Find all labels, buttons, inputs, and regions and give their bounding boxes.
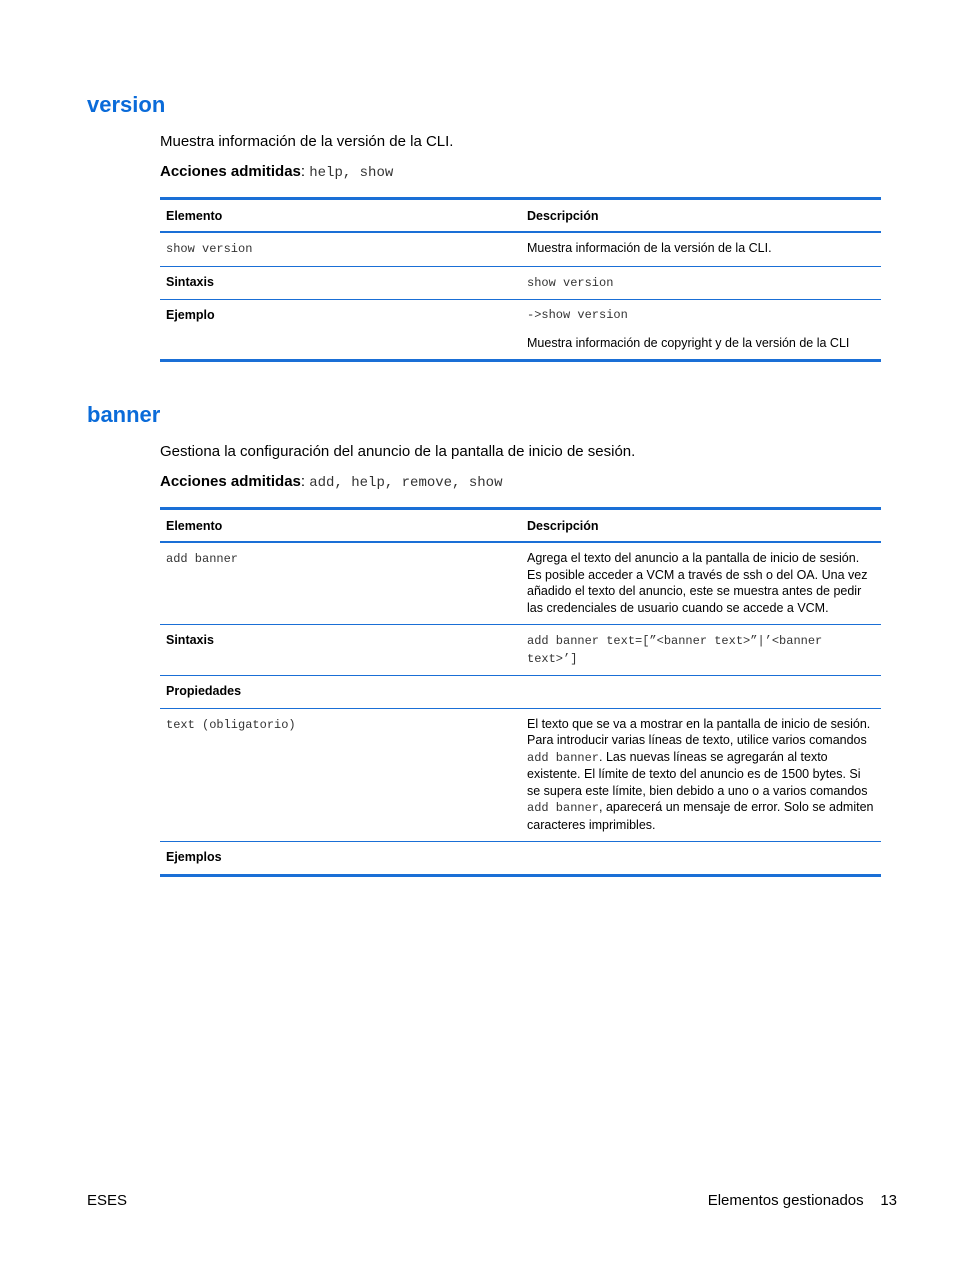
- column-header-element: Elemento: [160, 199, 521, 233]
- table-row: [160, 542, 881, 625]
- actions-separator: :: [300, 163, 306, 180]
- table-cell: [160, 232, 521, 266]
- section-title-version: version: [87, 92, 166, 117]
- table-cell: [521, 266, 881, 300]
- table-cell: Agrega el texto del anuncio a la pantalla de inicio de sesión. Es posible acceder a VCM a través de ssh o del OA. Una vez añadido el texto del anuncio, este se muestra antes de pedir las credenciales de usuario cuando se accede a VCM.: [521, 542, 881, 625]
- property-text: El texto que se va a mostrar en la pantalla de inicio de sesión. Para introducir varias líneas de texto, utilice varios comandos: [527, 716, 871, 747]
- command-text: add banner: [166, 552, 239, 566]
- banner-intro: Gestiona la configuración del anuncio de la pantalla de inicio de sesión.: [160, 443, 636, 460]
- table-row: [160, 625, 881, 676]
- property-text: , aparecerá un mensaje de error. Solo se admiten caracteres imprimibles.: [527, 800, 874, 832]
- footer-right: [708, 1192, 897, 1209]
- table-row: [160, 300, 881, 361]
- version-table: [160, 197, 881, 362]
- table-row: [160, 266, 881, 300]
- command-text: show version: [166, 242, 253, 256]
- column-header-description: Descripción: [521, 199, 881, 233]
- actions-list: help, show: [309, 165, 394, 181]
- table-cell: Ejemplo: [166, 308, 215, 322]
- table-row: [160, 842, 881, 876]
- page-number: 13: [880, 1192, 897, 1209]
- table-cell: [521, 708, 881, 842]
- inline-code: add banner: [527, 750, 600, 765]
- table-header-row: [160, 199, 881, 233]
- example-command: ->show version: [527, 308, 628, 322]
- column-header-description: Descripción: [521, 509, 881, 543]
- table-cell: [521, 676, 881, 709]
- inline-code: add banner: [527, 801, 600, 815]
- table-cell: Ejemplos: [166, 850, 222, 864]
- table-row: [160, 232, 881, 266]
- property-name: text (obligatorio): [166, 717, 296, 732]
- property-text: . Las nuevas líneas se agregarán al texto existente. El límite de texto del anuncio es de 1500 bytes. Si se supera este límite, bien debido a uno o a varios comandos: [527, 749, 868, 798]
- table-cell: Sintaxis: [160, 625, 521, 676]
- actions-label: Acciones admitidas: [160, 163, 301, 180]
- actions-list: add, help, remove, show: [309, 475, 503, 491]
- syntax-text: add banner text=[”<banner text>”|’<banner text>’]: [527, 634, 823, 666]
- table-cell: [160, 542, 521, 625]
- table-cell: [521, 625, 881, 676]
- footer-locale: ESES: [87, 1192, 128, 1209]
- table-cell: [160, 708, 521, 842]
- table-row: [160, 708, 881, 842]
- table-cell: Propiedades: [160, 676, 521, 709]
- table-cell: Sintaxis: [160, 266, 521, 300]
- actions-label: Acciones admitidas: [160, 473, 301, 490]
- actions-separator: :: [300, 473, 306, 490]
- syntax-text: show version: [527, 275, 614, 290]
- column-header-element: Elemento: [160, 509, 521, 543]
- banner-actions: [160, 473, 502, 491]
- example-output: Muestra información de copyright y de la versión de la CLI: [527, 335, 850, 350]
- table-header-row: [160, 509, 881, 543]
- table-cell: [521, 300, 881, 361]
- version-intro: Muestra información de la versión de la CLI.: [160, 133, 454, 150]
- banner-table: [160, 507, 881, 877]
- version-actions: [160, 163, 393, 181]
- table-cell: Muestra información de la versión de la CLI.: [521, 232, 881, 266]
- table-row: [160, 676, 881, 709]
- footer-section: Elementos gestionados: [707, 1192, 864, 1209]
- section-title-banner: banner: [87, 402, 161, 427]
- table-cell: [521, 842, 881, 876]
